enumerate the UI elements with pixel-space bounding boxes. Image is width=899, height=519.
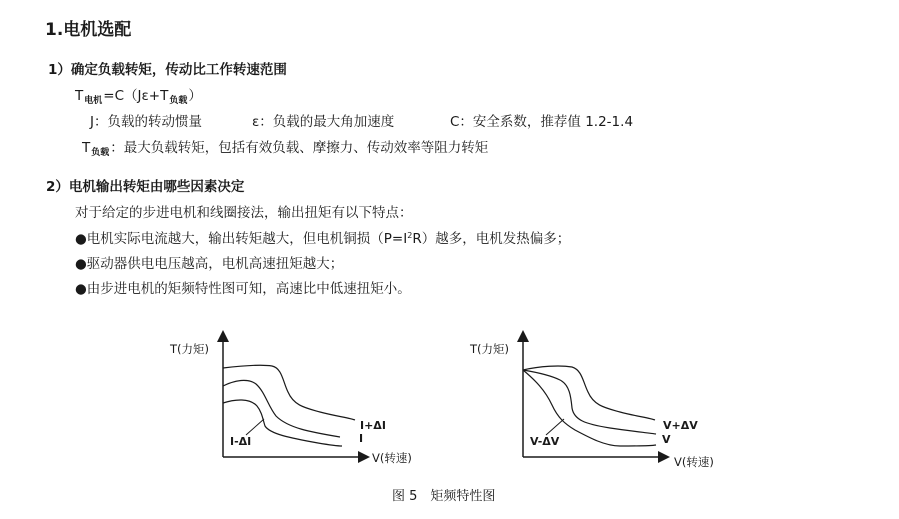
tload-text: ：最大负载转矩，包括有效负载、摩擦力、传动效率等阻力转矩: [110, 140, 489, 156]
formula-t: T: [75, 88, 84, 104]
y-axis-label: T(力矩): [470, 342, 509, 356]
tload-sub: 负载: [91, 148, 110, 158]
bullet-voltage: ●驱动器供电电压越高，电机高速扭矩越大；: [75, 256, 344, 272]
def-c: C：安全系数，推荐值 1.2-1.4: [450, 114, 634, 130]
x-axis-label: V(转速): [372, 451, 412, 465]
y-axis-label: T(力矩): [170, 342, 209, 356]
curve-i-plus: [223, 365, 355, 420]
figure-caption: 图 5 矩频特性图: [392, 489, 496, 504]
label-v-plus: V+ΔV: [663, 419, 698, 432]
bullet-current: [75, 227, 570, 247]
curve-v: [523, 370, 656, 434]
x-axis-arrow-icon: [658, 451, 670, 463]
formula-eq: =C（Jε+T: [103, 88, 169, 104]
label-i-plus: I+ΔI: [360, 419, 386, 432]
leader-line: [546, 419, 564, 435]
subsection-2-intro: 对于给定的步进电机和线圈接法，输出扭矩有以下特点：: [75, 205, 413, 221]
torque-frequency-chart-current: [160, 320, 430, 480]
leader-line: [246, 419, 264, 435]
formula-close: ）: [188, 88, 202, 104]
bullet-speed: ●由步进电机的矩频特性图可知，高速比中低速扭矩小。: [75, 281, 411, 297]
torque-frequency-chart-voltage: [460, 320, 730, 480]
label-v: V: [662, 433, 671, 446]
bullet-current-sup: 2: [407, 231, 413, 240]
def-j: J：负载的转动惯量: [90, 114, 202, 130]
label-v-minus: V-ΔV: [530, 435, 560, 448]
label-i: I: [359, 432, 364, 445]
curve-i: [223, 380, 340, 437]
bullet-current-pre: ●电机实际电流越大，输出转矩越大，但电机铜损（P=I: [75, 231, 408, 247]
formula-load-sub: 负载: [169, 96, 188, 106]
x-axis-arrow-icon: [358, 451, 370, 463]
x-axis-label: V(转速): [674, 455, 714, 469]
bullet-current-post: R）越多，电机发热偏多；: [412, 231, 571, 247]
def-epsilon: ε：负载的最大角加速度: [252, 114, 395, 130]
formula-motor-sub: 电机: [84, 96, 103, 106]
section-title: 1.电机选配: [45, 20, 132, 40]
y-axis-arrow-icon: [517, 330, 529, 342]
label-i-minus: I-ΔI: [230, 435, 252, 448]
motor-torque-formula: [75, 84, 202, 104]
def-tload: [82, 136, 488, 156]
subsection-1-heading: 1）确定负载转矩，传动比工作转速范围: [48, 62, 287, 78]
tload-t: T: [82, 140, 91, 156]
subsection-2-heading: 2）电机输出转矩由哪些因素决定: [46, 179, 245, 195]
y-axis-arrow-icon: [217, 330, 229, 342]
